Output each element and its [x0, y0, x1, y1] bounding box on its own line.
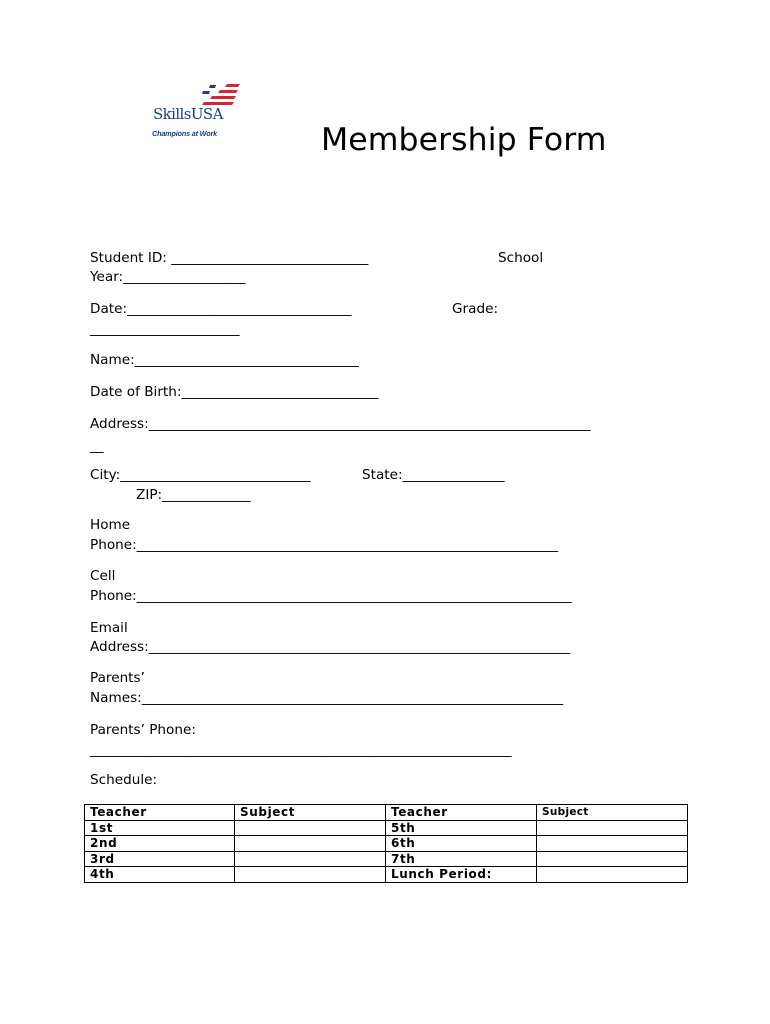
email-label: Email — [90, 620, 128, 636]
skillsusa-logo — [150, 84, 240, 144]
email-address-field[interactable]: Address:______________________________________________________________ — [90, 639, 571, 655]
city-field[interactable]: City:____________________________ — [90, 467, 311, 483]
subject-cell[interactable] — [235, 851, 386, 867]
school-label: School — [498, 250, 544, 266]
cell-phone-field[interactable]: Phone:________________________________________________________________ — [90, 588, 572, 604]
parents-names-field[interactable]: Names:______________________________________________________________ — [90, 690, 564, 706]
header-subject: Subject — [537, 805, 688, 821]
header-subject: Subject — [235, 805, 386, 821]
grade-label: Grade: — [452, 301, 499, 317]
zip-field[interactable]: ZIP:_____________ — [136, 487, 251, 503]
parents-phone-field[interactable]: ______________________________________________________________ — [90, 742, 512, 758]
subject-cell[interactable] — [537, 820, 688, 836]
parents-label: Parents’ — [90, 670, 145, 686]
table-row — [85, 851, 688, 867]
period-cell[interactable]: 6th — [386, 836, 537, 852]
subject-cell[interactable] — [537, 851, 688, 867]
period-cell[interactable]: 3rd — [85, 851, 235, 867]
subject-cell[interactable] — [537, 867, 688, 883]
address-field-continued[interactable]: __ — [90, 438, 104, 454]
table-row — [85, 836, 688, 852]
subject-cell[interactable] — [537, 836, 688, 852]
home-phone-label: Home — [90, 517, 131, 533]
schedule-table — [84, 804, 688, 883]
schedule-label: Schedule: — [90, 772, 158, 788]
year-field[interactable]: Year:__________________ — [90, 269, 246, 285]
grade-field[interactable]: ______________________ — [90, 321, 240, 337]
subject-cell[interactable] — [235, 867, 386, 883]
subject-cell[interactable] — [235, 820, 386, 836]
period-cell[interactable]: 7th — [386, 851, 537, 867]
table-row — [85, 867, 688, 883]
state-field[interactable]: State:_______________ — [362, 467, 505, 483]
page-title: Membership Form — [321, 122, 607, 158]
header-teacher: Teacher — [85, 805, 235, 821]
cell-phone-label: Cell — [90, 568, 116, 584]
logo-tagline: Champions at Work — [152, 129, 217, 138]
header-teacher: Teacher — [386, 805, 537, 821]
logo-wordmark: SkillsUSA — [153, 105, 223, 123]
period-cell[interactable]: 2nd — [85, 836, 235, 852]
name-field[interactable]: Name:_________________________________ — [90, 352, 359, 368]
period-cell[interactable]: Lunch Period: — [386, 867, 537, 883]
home-phone-field[interactable]: Phone:______________________________________________________________ — [90, 537, 559, 553]
period-cell[interactable]: 5th — [386, 820, 537, 836]
parents-phone-label: Parents’ Phone: — [90, 722, 196, 738]
address-field[interactable]: Address:_________________________________________________________________ — [90, 416, 591, 432]
student-id-field[interactable]: Student ID: _____________________________ — [90, 250, 369, 266]
subject-cell[interactable] — [235, 836, 386, 852]
period-cell[interactable]: 4th — [85, 867, 235, 883]
table-row — [85, 820, 688, 836]
period-cell[interactable]: 1st — [85, 820, 235, 836]
date-field[interactable]: Date:_________________________________ — [90, 301, 352, 317]
table-header-row — [85, 805, 688, 821]
date-of-birth-field[interactable]: Date of Birth:_____________________________ — [90, 384, 379, 400]
